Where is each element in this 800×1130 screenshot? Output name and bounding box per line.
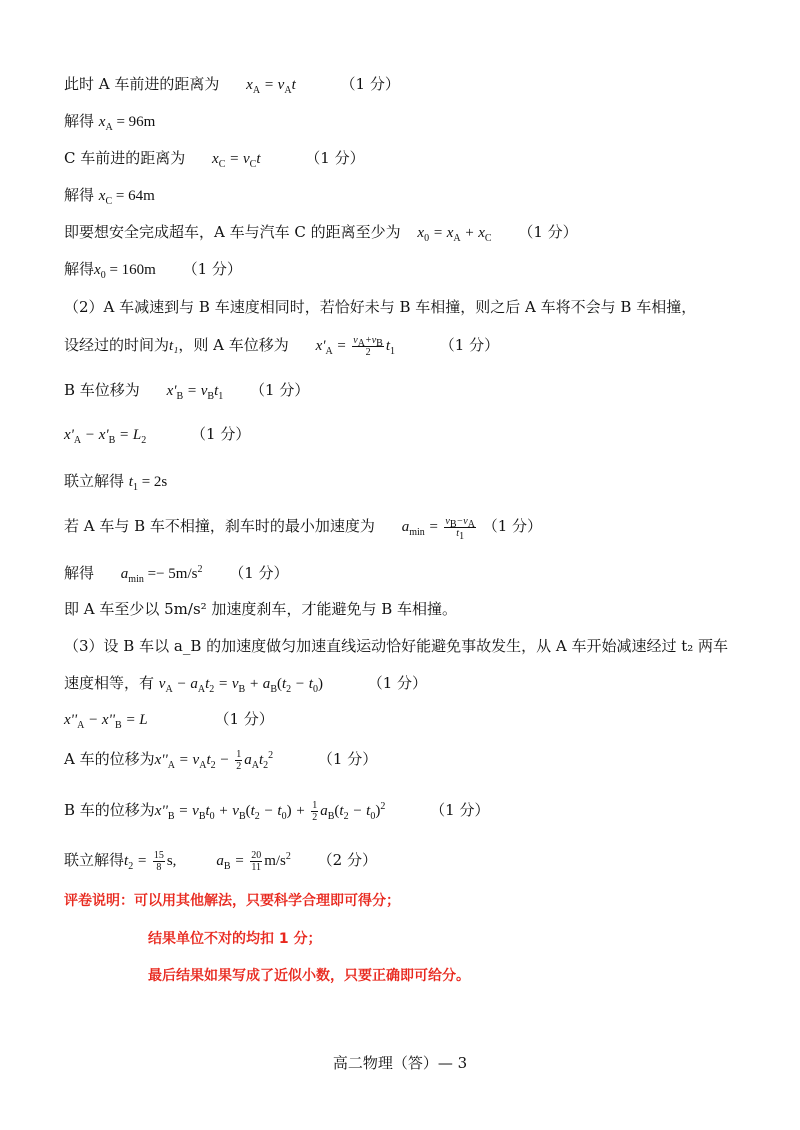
eq-line-1 [64,73,400,96]
eq-line-8 [64,334,499,358]
eq-line-20 [64,849,377,873]
equation: $x_C = v_Ct$ [212,151,261,170]
score: （1 分） [182,260,242,278]
score: （1 分） [250,381,310,399]
eq-text: B 车的位移为 [64,801,155,819]
eq-line-10 [64,423,250,446]
equation: $t_2$ = $\frac{15}{8}$ s, $a_B$ = $\frac{20}{11}$ $m/s^2$ [124,850,291,874]
equation: $x''_B = v_Bt_0 + v_B(t_2 - t_0)$ + $\frac{1}{2}$ $a_B(t_2 - t_0)^2$ [154,800,386,824]
eq-text-2: ，则 A 车位移为 [178,336,289,354]
score: （1 分） [340,75,400,93]
eq-line-11 [64,470,167,493]
eq-line-3 [64,147,365,170]
equation: $x_A = v_At$ [246,77,296,96]
score: （1 分） [518,223,578,241]
grading-note-3: 最后结果如果写成了近似小数，只要正确即可给分。 [148,968,470,984]
eq-text: 解得 [64,564,95,582]
score: （2 分） [317,851,377,869]
eq-text: C 车前进的距离为 [64,149,186,167]
score: （1 分） [439,336,500,354]
eq-line-13 [64,562,289,585]
equation: $x'_A - x'_B = L_2$ [64,427,147,446]
eq-line-19 [64,799,489,823]
equation: $x_0 = x_A + x_C$ [417,225,492,244]
score: （1 分） [214,710,274,728]
eq-text: 解得 [64,260,95,278]
equation: $x''_A = v_At_2$ − $\frac{1}{2}$ $a_At_2^2$ [154,749,274,773]
eq-line-16 [64,672,427,695]
grading-note-1: 评卷说明：可以用其他解法，只要科学合理即可得分； [64,893,400,909]
eq-line-17 [64,708,274,731]
equation: $v_A - a_At_2 = v_B + a_B(t_2 - t_0)$ [158,676,323,695]
eq-line-4 [64,184,155,207]
eq-text: 设经过的时间为 [64,336,170,354]
equation: $x_C = 64m$ [98,188,155,207]
eq-text: 速度相等，有 [64,674,155,692]
grading-note-2: 结果单位不对的均扣 1 分； [148,931,322,947]
equation: $a_{min}$ = $\frac{v_B-v_A}{t_1}$ [401,516,475,543]
equation: $x'_A$ = $\frac{v_A+v_B}{2}$ $t_1$ [315,335,396,359]
eq-text: 即要想安全完成超车，A 车与汽车 C 的距离至少为 [64,223,401,241]
score: （1 分） [229,564,289,582]
equation: $x''_A - x''_B = L$ [64,712,148,731]
score: （1 分） [430,801,490,819]
equation: $x_0 = 160m$ [94,262,156,281]
eq-text: 此时 A 车前进的距离为 [64,75,220,93]
score: （1 分） [305,149,365,167]
equation: $x'_B = v_Bt_1$ [166,383,224,402]
eq-text: 联立解得 [64,851,125,869]
eq-line-6 [64,258,242,281]
eq-line-7 [64,296,696,318]
score: （1 分） [317,750,378,768]
eq-text: （3）设 B 车以 a_B 的加速度做匀加速直线运动恰好能避免事故发生，从 A 车开始减速经过 t₂ 两车 [64,637,729,655]
eq-text: A 车的位移为 [64,750,155,768]
eq-text: 联立解得 [64,472,125,490]
equation: $a_{min} =- 5m/s^2$ [120,564,203,585]
eq-text: B 车位移为 [64,381,140,399]
eq-line-9 [64,379,309,402]
eq-text: （2）A 车减速到与 B 车速度相同时，若恰好未与 B 车相撞，则之后 A 车将不会与 B 车相撞， [64,298,697,316]
eq-text: 即 A 车至少以 5m/s² 加速度刹车，才能避免与 B 车相撞。 [64,600,457,618]
score: （1 分） [482,517,543,535]
score: （1 分） [191,425,251,443]
eq-line-2 [64,110,155,133]
eq-text: 解得 [64,112,95,130]
eq-line-14 [64,598,457,620]
score: （1 分） [367,674,428,692]
eq-text: 解得 [64,186,95,204]
page-footer: 高二物理（答）— 3 [332,1054,468,1072]
eq-line-18 [64,748,377,772]
eq-text: 若 A 车与 B 车不相撞，刹车时的最小加速度为 [64,517,375,535]
eq-line-15 [64,635,728,657]
eq-line-12 [64,515,543,543]
t1-symbol: t₁ [169,338,179,354]
equation: $t_1 = 2s$ [128,474,168,493]
eq-line-5 [64,221,578,244]
equation: $x_A = 96m$ [98,114,156,133]
